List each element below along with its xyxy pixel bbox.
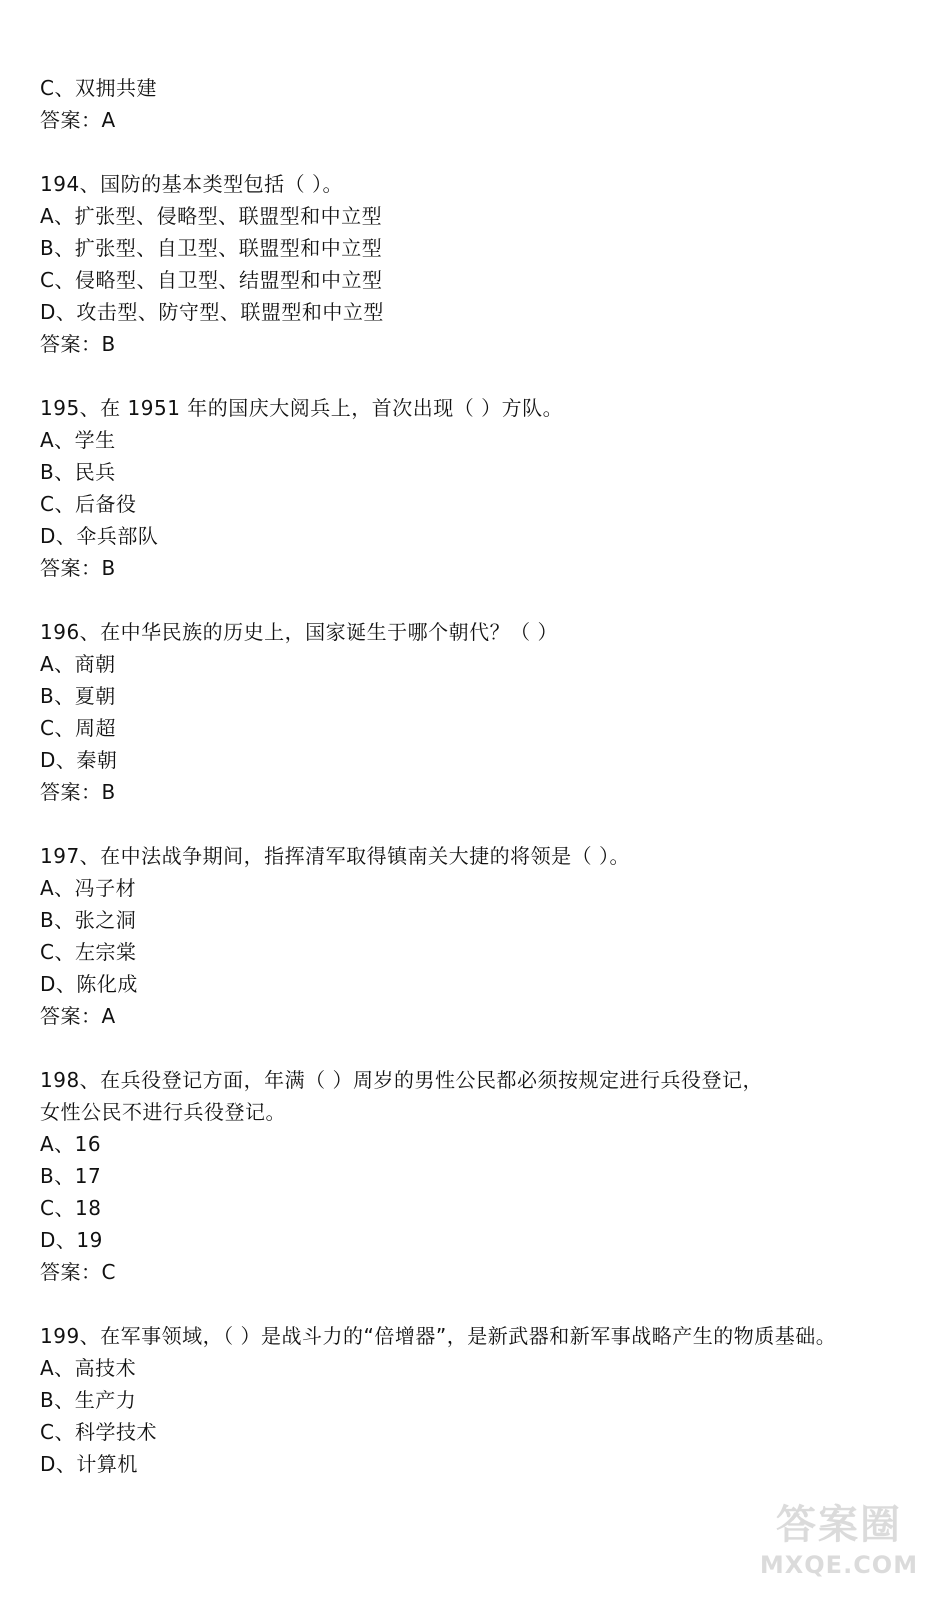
watermark-bottom: MXQE.COM xyxy=(759,1551,919,1579)
option-a: A、商朝 xyxy=(40,652,116,676)
option-a: A、16 xyxy=(40,1132,102,1156)
option-a: A、学生 xyxy=(40,428,116,452)
option-d: D、攻击型、防守型、联盟型和中立型 xyxy=(40,300,384,324)
question-stem: 194、国防的基本类型包括（ ）。 xyxy=(40,172,344,196)
option-b: B、民兵 xyxy=(40,460,116,484)
option-c: C、周超 xyxy=(40,716,116,740)
option-c: C、左宗棠 xyxy=(40,940,137,964)
answer-line: 答案：B xyxy=(40,332,116,356)
option-c: C、科学技术 xyxy=(40,1420,157,1444)
option-b: B、扩张型、自卫型、联盟型和中立型 xyxy=(40,236,383,260)
option-d: D、秦朝 xyxy=(40,748,118,772)
option-c: C、侵略型、自卫型、结盟型和中立型 xyxy=(40,268,383,292)
option-c: C、18 xyxy=(40,1196,102,1220)
question-stem: 197、在中法战争期间，指挥清军取得镇南关大捷的将领是（ ）。 xyxy=(40,844,631,868)
option-c: C、后备役 xyxy=(40,492,137,516)
watermark-top: 答案圈 xyxy=(776,1502,902,1548)
watermark-logo xyxy=(754,1500,924,1592)
option-d: D、伞兵部队 xyxy=(40,524,159,548)
quiz-document xyxy=(40,72,920,1480)
option-b: B、夏朝 xyxy=(40,684,116,708)
answer-line: 答案：A xyxy=(40,108,116,132)
question-stem: 196、在中华民族的历史上，国家诞生于哪个朝代？（ ） xyxy=(40,620,559,644)
option-b: B、生产力 xyxy=(40,1388,137,1412)
option-b: B、17 xyxy=(40,1164,102,1188)
option-d: D、计算机 xyxy=(40,1452,138,1476)
option-a: A、高技术 xyxy=(40,1356,137,1380)
question-stem-continued: 女性公民不进行兵役登记。 xyxy=(40,1100,286,1124)
answer-line: 答案：A xyxy=(40,1004,116,1028)
question-stem: 195、在 1951 年的国庆大阅兵上，首次出现（ ）方队。 xyxy=(40,396,564,420)
option-a: A、扩张型、侵略型、联盟型和中立型 xyxy=(40,204,383,228)
option-d: D、陈化成 xyxy=(40,972,138,996)
question-stem: 199、在军事领域，（ ）是战斗力的“倍增器”，是新武器和新军事战略产生的物质基础。 xyxy=(40,1324,837,1348)
option-d: D、19 xyxy=(40,1228,103,1252)
answer-line: 答案：B xyxy=(40,780,116,804)
option-a: A、冯子材 xyxy=(40,876,137,900)
option-b: B、张之洞 xyxy=(40,908,137,932)
question-stem: 198、在兵役登记方面，年满（ ）周岁的男性公民都必须按规定进行兵役登记， xyxy=(40,1068,764,1092)
option-c: C、双拥共建 xyxy=(40,76,157,100)
answer-line: 答案：B xyxy=(40,556,116,580)
answer-line: 答案：C xyxy=(40,1260,116,1284)
